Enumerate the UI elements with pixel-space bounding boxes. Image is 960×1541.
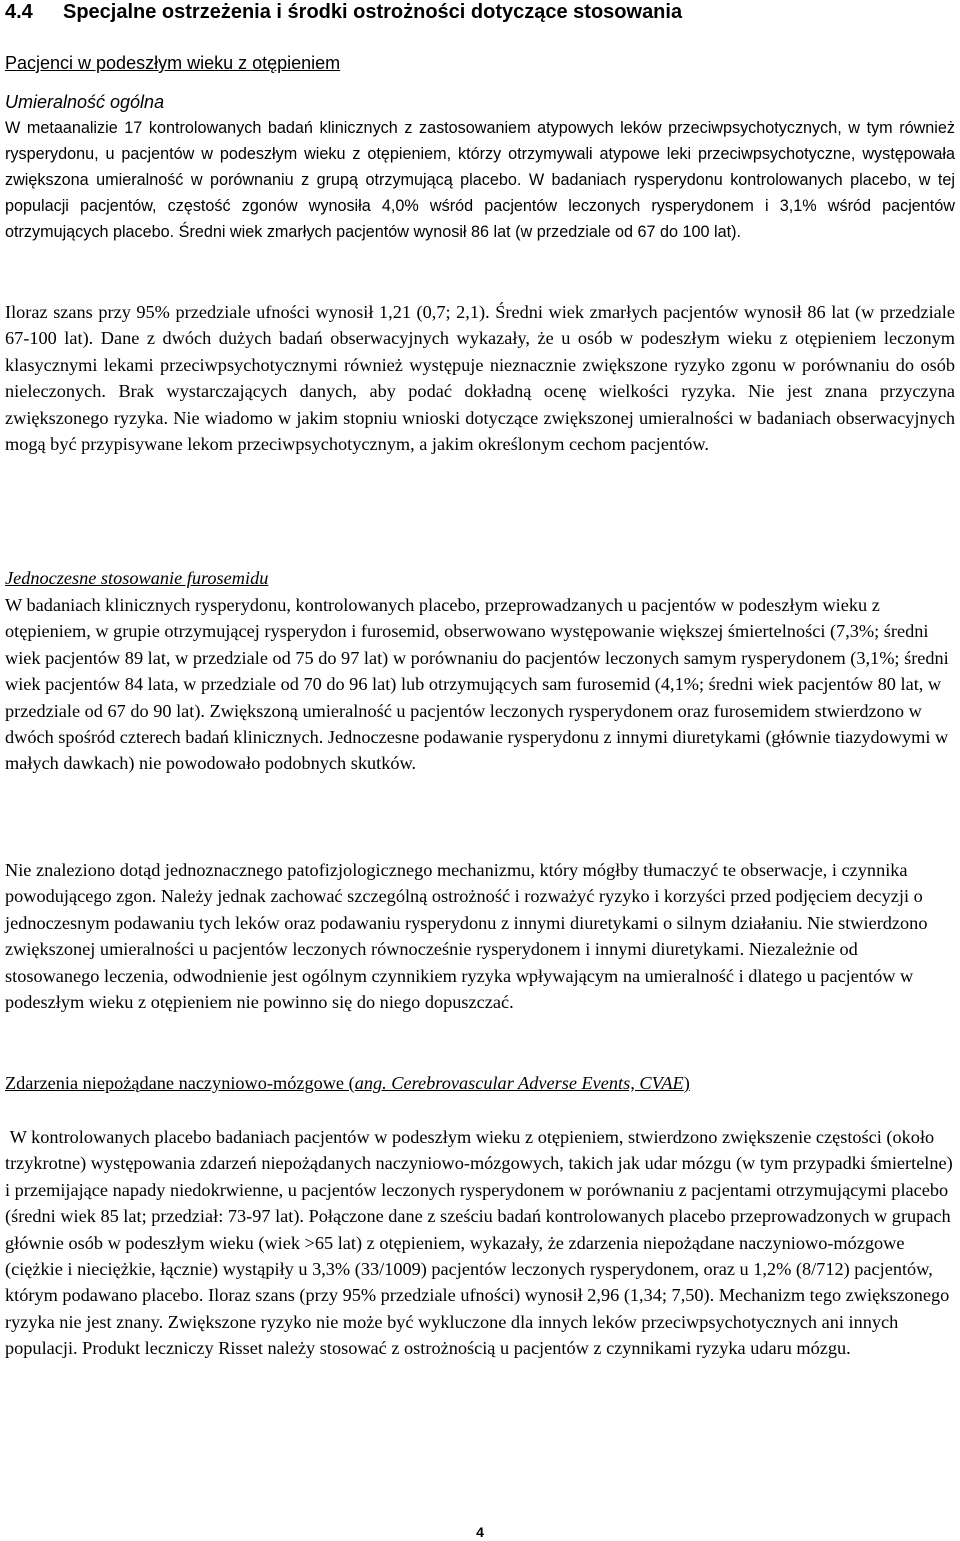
section-title: Specjalne ostrzeżenia i środki ostrożności dotyczące stosowania	[63, 1, 683, 23]
furosemide-paragraph-2	[5, 857, 955, 1015]
cvae-heading-main: Zdarzenia niepożądane naczyniowo-mózgowe (	[5, 1073, 355, 1093]
overall-mortality-text-1: W metaanalizie 17 kontrolowanych badań klinicznych z zastosowaniem atypowych leków przeciwpsychotycznych, w tym również rysperydonu, u pacjentów w podeszłym wieku z otępieniem, którzy otrzymywali atypowe leki przeciwpsychotyczne, występowała zwiększona umieralność w porównaniu z grupą otrzymującą placebo. W badaniach rysperydonu kontrolowanych placebo, w tej populacji pacjentów, częstość zgonów wynosiła 4,0% wśród pacjentów leczonych rysperydonem i 3,1% wśród pacjentów otrzymujących placebo. Średni wiek zmarłych pacjentów wynosił 86 lat (w przedziale od 67 do 100 lat).	[5, 119, 955, 241]
cvae-heading-italic: ang. Cerebrovascular Adverse Events, CVAE	[354, 1073, 684, 1093]
overall-mortality-text-2: Iloraz szans przy 95% przedziale ufności wynosił 1,21 (0,7; 2,1). Średni wiek zmarłych pacjentów wynosił 86 lat (w przedziale 67-100 lat). Dane z dwóch dużych badań obserwacyjnych wykazały, że u osób w podeszłym wieku z otępieniem leczonym klasycznymi lekami przeciwpsychotycznymi również występuje nieznacznie zwiększone ryzyko zgonu w porównaniu do osób nieleczonych. Brak wystarczających danych, aby podać dokładną ocenę wielkości ryzyka. Nie jest znana przyczyna zwiększonego ryzyka. Nie wiadomo w jakim stopniu wnioski dotyczące zwiększonej umieralności w badaniach obserwacyjnych mogą być przypisywane lekom przeciwpsychotycznym, a jakim określonym cechom pacjentów.	[5, 302, 955, 455]
overall-mortality-paragraph-1	[5, 115, 955, 245]
page-number: 4	[476, 1524, 484, 1540]
furosemide-text-1: W badaniach klinicznych rysperydonu, kontrolowanych placebo, przeprowadzanych u pacjentów w podeszłym wieku z otępieniem, w grupie otrzymującej rysperydon i furosemid, obserwowano występowanie większej śmiertelności (7,3%; średni wiek pacjentów 89 lat, w przedziale od 75 do 97 lat) w porównaniu do pacjentów leczonych samym rysperydonem (3,1%; średni wiek pacjentów 84 lata, w przedziale od 70 do 96 lat) lub otrzymujących sam furosemid (4,1%; średni wiek pacjentów 80 lat, w przedziale od 67 do 90 lat). Zwiększoną umieralność u pacjentów leczonych rysperydonem oraz furosemidem stwierdzono w dwóch spośród czterech badań klinicznych. Jednoczesne podawanie rysperydonu z innymi diuretykami (głównie tiazydowymi w małych dawkach) nie powodowało podobnych skutków.	[5, 595, 949, 774]
subsection-heading-dementia: Pacjenci w podeszłym wieku z otępieniem	[5, 53, 341, 73]
cvae-text-1: W kontrolowanych placebo badaniach pacjentów w podeszłym wieku z otępieniem, stwierdzono zwiększenie częstości (około trzykrotne) występowania zdarzeń niepożądanych naczyniowo-mózgowych, takich jak udar mózgu (w tym przypadki śmiertelne) i przemijające napady niedokrwienne, u pacjentów leczonych rysperydonem w porównaniu z pacjentami otrzymującymi placebo (średni wiek 85 lat; przedział: 73-97 lat). Połączone dane z sześciu badań kontrolowanych placebo przeprowadzonych w grupach głównie osób w podeszłym wieku (wiek >65 lat) z otępieniem, wykazały, że zdarzenia niepożądane naczyniowo-mózgowe (ciężkie i nieciężkie, łącznie) wystąpiły u 3,3% (33/1009) pacjentów leczonych rysperydonem, oraz u 1,2% (8/712) pacjentów, którym podawano placebo. Iloraz szans (przy 95% przedziale ufności) wynosił 2,96 (1,34; 7,50). Mechanizm tego zwiększonego ryzyka nie jest znany. Zwiększone ryzyko nie może być wykluczone dla innych leków przeciwpsychotycznych ani innych populacji. Produkt leczniczy Risset należy stosować z ostrożnością u pacjentów z czynnikami ryzyka udaru mózgu.	[5, 1127, 958, 1359]
cvae-heading	[5, 1070, 955, 1096]
furosemide-paragraph-1	[5, 592, 955, 777]
furosemide-heading: Jednoczesne stosowanie furosemidu	[5, 568, 269, 588]
cvae-paragraph-1	[5, 1124, 958, 1362]
furosemide-text-2: Nie znaleziono dotąd jednoznacznego patofizjologicznego mechanizmu, który mógłby tłumaczyć te obserwacje, i czynnika powodującego zgon. Należy jednak zachować szczególną ostrożność i rozważyć ryzyko i korzyści przed podjęciem decyzji o jednoczesnym podawaniu tych leków oraz podawaniu rysperydonu z innymi diuretykami o silnym działaniu. Nie stwierdzono zwiększonej umieralności u pacjentów leczonych równocześnie rysperydonem i innymi diuretykami. Niezależnie od stosowanego leczenia, odwodnienie jest ogólnym czynnikiem ryzyka wpływającym na umieralność i dlatego u pacjentów w podeszłym wieku z otępieniem nie powinno się do niego dopuszczać.	[5, 860, 928, 1013]
cvae-heading-close: )	[683, 1073, 690, 1093]
section-heading	[5, 0, 682, 25]
overall-mortality-label: Umieralność ogólna	[5, 92, 165, 112]
overall-mortality-paragraph-2	[5, 299, 955, 457]
section-number: 4.4	[5, 1, 33, 23]
